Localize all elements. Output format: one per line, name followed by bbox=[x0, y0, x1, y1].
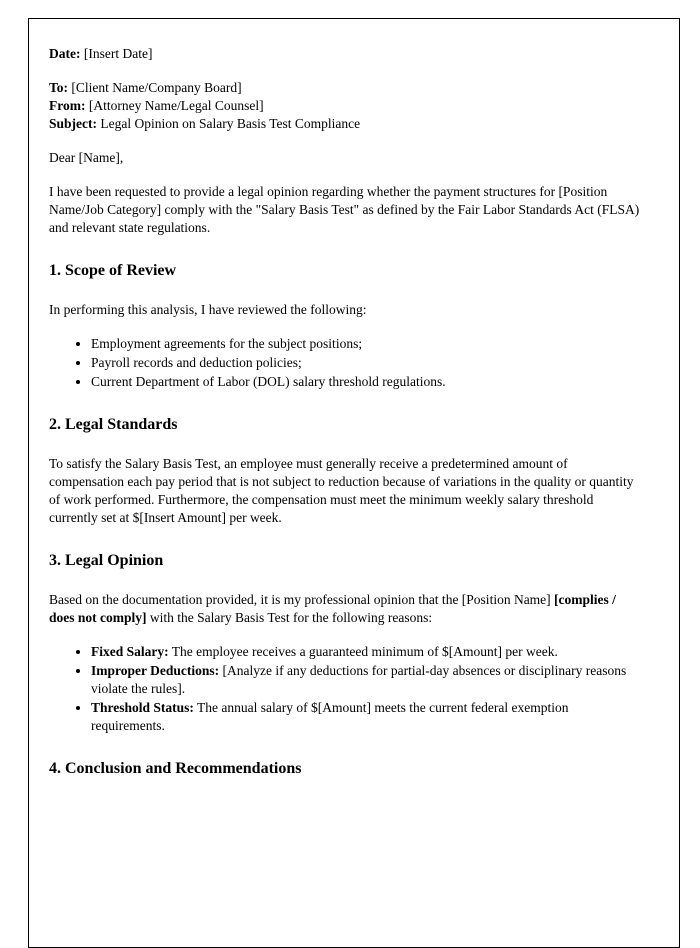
list-item: • Employment agreements for the subject positions; bbox=[91, 335, 641, 353]
opinion-text-end: with the Salary Basis Test for the following reasons: bbox=[146, 610, 433, 625]
list-item bbox=[91, 643, 641, 661]
subject-label: Subject: bbox=[49, 116, 97, 131]
bullet-label: Threshold Status: bbox=[91, 700, 194, 715]
bullet-text: The employee receives a guaranteed minimum of $[Amount] per week. bbox=[168, 644, 558, 659]
section-heading-opinion: 3. Legal Opinion bbox=[49, 552, 164, 569]
list-item bbox=[91, 662, 641, 698]
subject-line bbox=[49, 115, 641, 133]
recipient-block bbox=[49, 79, 641, 133]
salutation: Dear [Name], bbox=[49, 150, 124, 165]
bullet-text: The annual salary of $[Amount] meets the current federal exemption requirements. bbox=[91, 700, 569, 733]
section-heading-scope: 1. Scope of Review bbox=[49, 262, 177, 279]
to-value: [Client Name/Company Board] bbox=[68, 80, 242, 95]
bullet-text: [Analyze if any deductions for partial-day absences or disciplinary reasons violate the rules]. bbox=[91, 663, 627, 696]
bullet-label: Fixed Salary: bbox=[91, 644, 169, 659]
scope-lead: In performing this analysis, I have reviewed the following: bbox=[49, 302, 367, 317]
list-item bbox=[91, 699, 641, 735]
subject-value: Legal Opinion on Salary Basis Test Compliance bbox=[97, 116, 361, 131]
from-line bbox=[49, 97, 641, 115]
to-label: To: bbox=[49, 80, 69, 95]
list-item: • Payroll records and deduction policies; bbox=[91, 354, 641, 372]
opinion-text-bold: [complies / does not comply] bbox=[49, 592, 616, 625]
opinion-paragraph bbox=[49, 591, 641, 627]
date-label: Date: bbox=[49, 46, 81, 61]
intro-paragraph: I have been requested to provide a legal opinion regarding whether the payment structures for [Position Name/Job Category] comply with the "Salary Basis Test" as defined by the Fair Labor Standards Act (FLSA) and relevant state regulations. bbox=[49, 184, 640, 235]
opinion-text-start: Based on the documentation provided, it is my professional opinion that the [Position Name] bbox=[49, 592, 555, 607]
list-item: • Current Department of Labor (DOL) salary threshold regulations. bbox=[91, 373, 641, 391]
from-label: From: bbox=[49, 98, 86, 113]
opinion-bullet-list bbox=[49, 643, 641, 735]
date-line bbox=[49, 45, 641, 63]
to-line bbox=[49, 79, 641, 97]
legal-opinion-letter bbox=[28, 18, 680, 948]
section-heading-conclusion: 4. Conclusion and Recommendations bbox=[49, 760, 302, 777]
scope-bullet-list bbox=[49, 335, 641, 391]
from-value: [Attorney Name/Legal Counsel] bbox=[85, 98, 264, 113]
bullet-label: Improper Deductions: bbox=[91, 663, 220, 678]
standards-paragraph: To satisfy the Salary Basis Test, an employee must generally receive a predetermined amount of compensation each pay period that is not subject to reduction because of variations in the quality or quantity of work performed. Furthermore, the compensation must meet the minimum weekly salary threshold currently set at $[Insert Amount] per week. bbox=[49, 456, 634, 525]
section-heading-standards: 2. Legal Standards bbox=[49, 416, 178, 433]
date-value: [Insert Date] bbox=[80, 46, 153, 61]
